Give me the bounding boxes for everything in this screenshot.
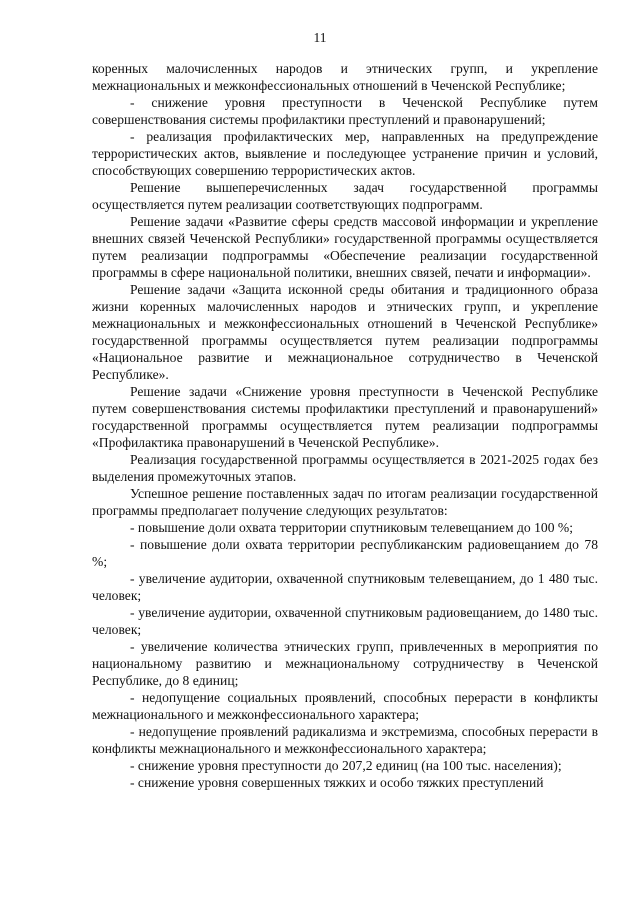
paragraph-implementation-period: Реализация государственной программы осуществляется в 2021-2025 годах без выделения промежуточных этапов.: [92, 452, 598, 484]
list-item-result: - увеличение количества этнических групп, привлеченных в мероприятия по национальному развитию и межнациональному сотрудничеству в Чеченской Республике, до 8 единиц;: [92, 639, 598, 688]
paragraph-crime-task: Решение задачи «Снижение уровня преступности в Чеченской Республике путем совершенствования системы профилактики преступлений и правонарушений» государственной программы осуществляется путем реализации подпрограммы «Профилактика правонарушений в Чеченской Республике».: [92, 384, 598, 450]
paragraph-subprograms-intro: Решение вышеперечисленных задач государственной программы осуществляется путем реализации соответствующих подпрограмм.: [92, 180, 598, 212]
paragraph-media-task: Решение задачи «Развитие сферы средств массовой информации и укрепление внешних связей Чеченской Республики» государственной программы осуществляется путем реализации подпрограммы «Обеспечение реализации государственной программы в сфере национальной политики, внешних связей, печати и информации».: [92, 214, 598, 280]
list-item-crime-reduction-task: - снижение уровня преступности в Чеченской Республике путем совершенствования системы профилактики преступлений и правонарушений;: [92, 95, 598, 127]
paragraph-continuation: коренных малочисленных народов и этнических групп, и укрепление межнациональных и межконфессиональных отношений в Чеченской Республике;: [92, 61, 598, 93]
list-item-result: - снижение уровня совершенных тяжких и особо тяжких преступлений: [130, 775, 544, 790]
list-item-result: - повышение доли охвата территории республиканским радиовещанием до 78 %;: [92, 537, 598, 569]
paragraph-results-intro: Успешное решение поставленных задач по итогам реализации государственной программы предполагает получение следующих результатов:: [92, 486, 598, 518]
paragraph-ethnic-task: Решение задачи «Защита исконной среды обитания и традиционного образа жизни коренных малочисленных народов и этнических групп, и укрепление межнациональных и межконфессиональных отношений в Чеченской Республике» государственной программы осуществляется путем реализации подпрограммы «Национальное развитие и межнациональное сотрудничество в Чеченской Республике».: [92, 282, 598, 382]
list-item-result: - увеличение аудитории, охваченной спутниковым телевещанием, до 1 480 тыс. человек;: [92, 571, 598, 603]
list-item-result: - недопущение проявлений радикализма и экстремизма, способных перерасти в конфликты межнационального и межконфессионального характера;: [92, 724, 598, 756]
list-item-result: - повышение доли охвата территории спутниковым телевещанием до 100 %;: [130, 520, 573, 535]
list-item-result: - снижение уровня преступности до 207,2 единиц (на 100 тыс. населения);: [130, 758, 562, 773]
list-item-result: - недопущение социальных проявлений, способных перерасти в конфликты межнационального и межконфессионального характера;: [92, 690, 598, 722]
document-body: [92, 60, 598, 791]
page-number: 11: [313, 30, 327, 45]
list-item-terrorism-prevention-task: - реализация профилактических мер, направленных на предупреждение террористических актов, выявление и последующее устранение причин и условий, способствующих совершению террористических актов.: [92, 129, 598, 178]
list-item-result: - увеличение аудитории, охваченной спутниковым радиовещанием, до 1480 тыс. человек;: [92, 605, 598, 637]
